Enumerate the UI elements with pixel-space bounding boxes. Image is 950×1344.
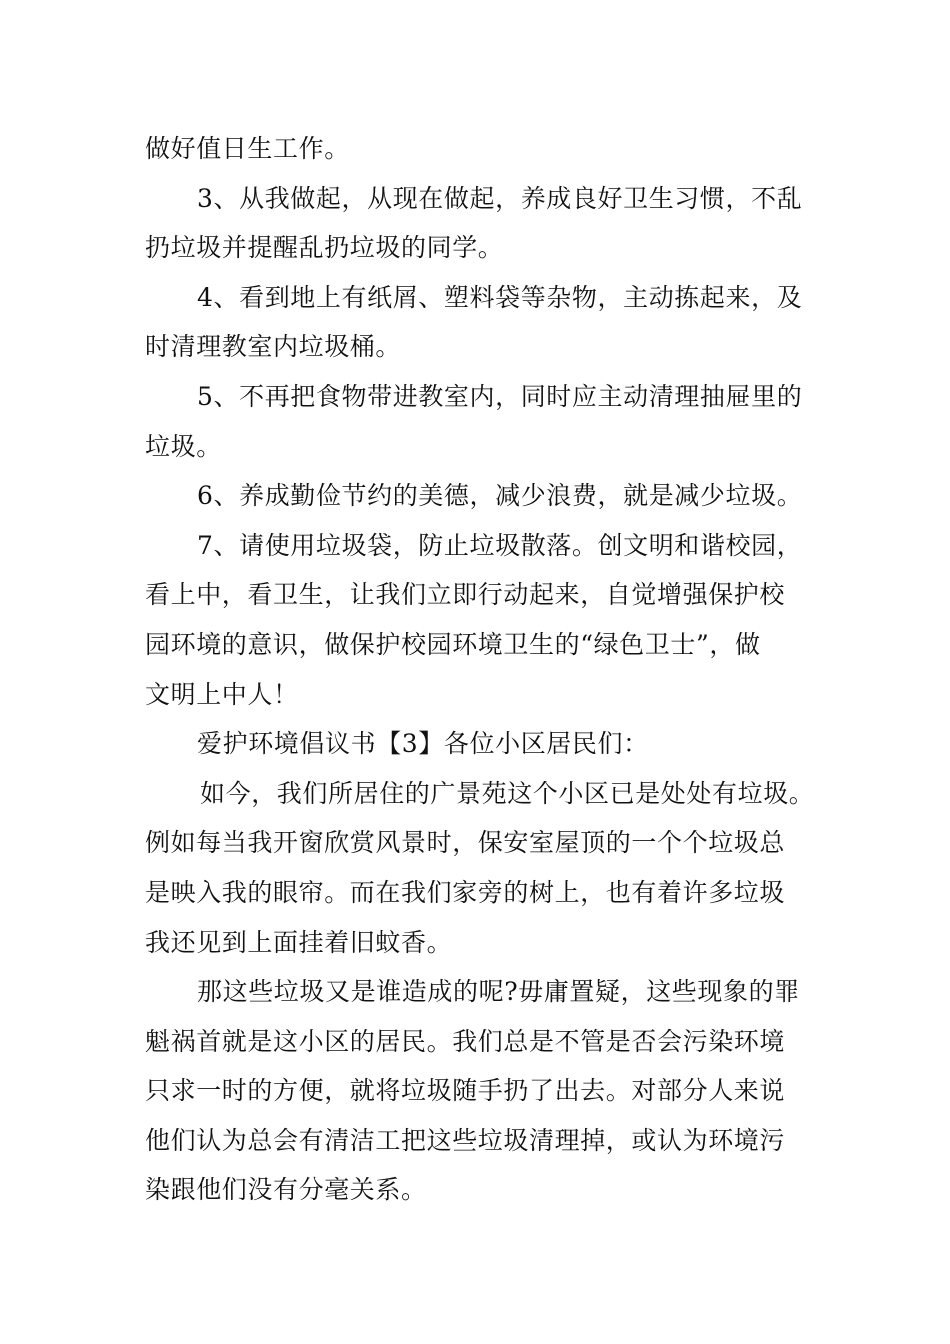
text-line: 5、不再把食物带进教室内，同时应主动清理抽屉里的 [197, 381, 803, 411]
text-line: 扔垃圾并提醒乱扔垃圾的同学。 [145, 233, 504, 263]
text-line: 6、养成勤俭节约的美德，减少浪费，就是减少垃圾。 [197, 481, 803, 511]
text-line: 4、看到地上有纸屑、塑料袋等杂物，主动拣起来，及 [197, 282, 803, 312]
text-line: 做好值日生工作。 [145, 134, 350, 163]
text-line: 园环境的意识，做保护校园环境卫生的“绿色卫士”，做 [145, 629, 761, 659]
text-line: 7、请使用垃圾袋，防止垃圾散落。创文明和谐校园， [197, 530, 803, 560]
document-body [145, 124, 835, 1215]
text-line: 文明上中人！ [145, 679, 299, 709]
text-line: 只求一时的方便，就将垃圾随手扔了出去。对部分人来说 [145, 1076, 786, 1106]
text-line: 例如每当我开窗欣赏风景时，保安室屋顶的一个个垃圾总 [145, 828, 786, 858]
text-line: 我还见到上面挂着旧蚊香。 [145, 927, 453, 957]
text-line: 垃圾。 [145, 431, 222, 461]
text-line: 那这些垃圾又是谁造成的呢?毋庸置疑，这些现象的罪 [197, 977, 800, 1007]
text-line: 他们认为总会有清洁工把这些垃圾清理掉，或认为环境污 [145, 1125, 786, 1155]
text-line: 爱护环境倡议书【3】各位小区居民们： [197, 729, 649, 759]
text-line: 看上中，看卫生，让我们立即行动起来，自觉增强保护校 [145, 580, 786, 610]
text-line: 时清理教室内垃圾桶。 [145, 332, 402, 362]
text-line: 如今，我们所居住的广景苑这个小区已是处处有垃圾。 [200, 778, 815, 808]
text-line: 染跟他们没有分毫关系。 [145, 1175, 427, 1205]
text-line: 3、从我做起，从现在做起，养成良好卫生习惯，不乱 [197, 183, 803, 213]
text-line: 是映入我的眼帘。而在我们家旁的树上，也有着许多垃圾 [145, 877, 786, 907]
text-line: 魁祸首就是这小区的居民。我们总是不管是否会污染环境 [145, 1026, 786, 1056]
